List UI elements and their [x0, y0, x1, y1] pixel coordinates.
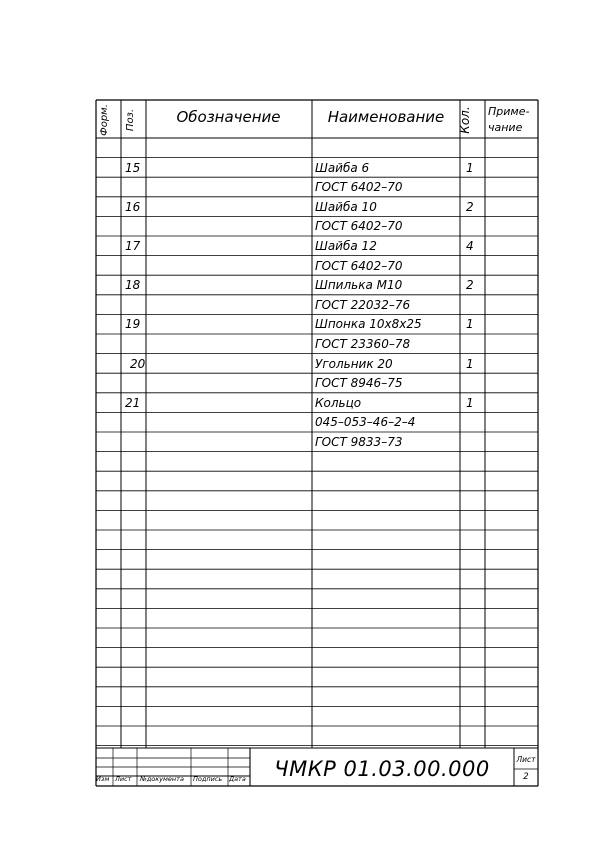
header-pos: Поз.: [125, 108, 136, 132]
row-name: Шайба 6: [315, 160, 370, 175]
row-qty: 4: [466, 238, 474, 253]
sheet-label: Лист: [516, 755, 536, 764]
header-designation: Обозначение: [176, 108, 281, 126]
header-note-line2: чание: [488, 121, 523, 134]
row-name: ГОСТ 22032–76: [315, 297, 411, 312]
row-pos: 15: [125, 160, 141, 175]
header-note-line1: Приме-: [488, 105, 530, 118]
row-name: ГОСТ 6402–70: [315, 258, 403, 273]
row-pos: 16: [125, 199, 141, 214]
row-name: Шайба 12: [315, 238, 377, 253]
row-pos: 20: [130, 356, 146, 371]
row-name: Шпилька М10: [315, 278, 403, 293]
header-qty: Кол.: [458, 106, 472, 134]
row-qty: 1: [466, 395, 474, 410]
row-name: Шайба 10: [315, 199, 377, 214]
row-name: ГОСТ 9833–73: [315, 434, 403, 449]
row-name: ГОСТ 23360–78: [315, 336, 411, 351]
row-name: Шпонка 10х8х25: [315, 317, 422, 332]
row-pos: 18: [125, 278, 141, 293]
stamp-date: Дата: [229, 775, 246, 783]
row-qty: 2: [466, 199, 474, 214]
row-name: ГОСТ 6402–70: [315, 180, 403, 195]
row-name: Угольник 20: [315, 356, 393, 371]
row-pos: 17: [125, 238, 141, 253]
row-qty: 1: [466, 160, 474, 175]
row-name: 045–053–46–2–4: [315, 415, 416, 430]
row-qty: 2: [466, 278, 474, 293]
stamp-signature: Подпись: [193, 775, 223, 783]
row-pos: 19: [125, 317, 141, 332]
sheet-number: 2: [523, 772, 529, 782]
row-qty: 1: [466, 317, 474, 332]
row-qty: 1: [466, 356, 474, 371]
document-designation: ЧМКР 01.03.00.000: [274, 757, 490, 781]
row-name: ГОСТ 6402–70: [315, 219, 403, 234]
stamp-list: Лист: [115, 775, 132, 783]
row-name: ГОСТ 8946–75: [315, 376, 403, 391]
stamp-izm: Изм: [96, 775, 110, 783]
row-pos: 21: [125, 395, 141, 410]
header-name: Наименование: [327, 108, 445, 126]
header-form: Форм.: [99, 104, 110, 136]
row-name: Кольцо: [315, 395, 362, 410]
stamp-doc-no: №документа: [140, 775, 184, 783]
